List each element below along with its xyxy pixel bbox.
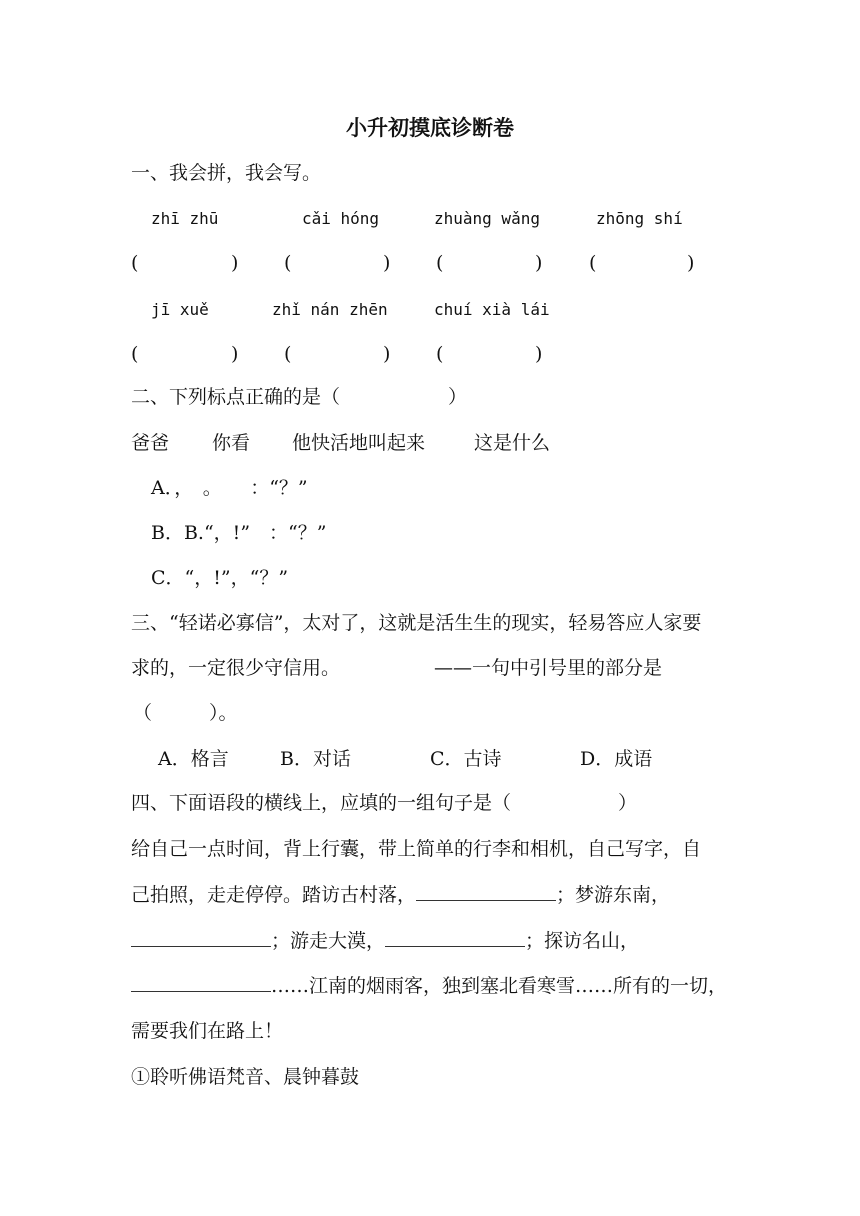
section3-answer-bracket: （ ）。 xyxy=(133,702,238,724)
answer-bracket-close: ) xyxy=(231,343,239,365)
passage-line xyxy=(131,973,727,999)
option-a: A．， 。 ：“？” xyxy=(151,477,308,499)
passage-line xyxy=(131,928,639,954)
passage-text: ……江南的烟雨客，独到塞北看寒雪……所有的一切， xyxy=(271,975,728,997)
option-b: B．对话 xyxy=(280,748,351,770)
answer-bracket-open: ( xyxy=(589,252,597,274)
answer-bracket-open: ( xyxy=(131,252,139,274)
answer-bracket-close: ) xyxy=(535,343,543,365)
sentence-fragment: 你看 xyxy=(212,432,251,454)
page-title: 小升初摸底诊断卷 xyxy=(346,115,514,140)
pinyin-item: cǎi hóng xyxy=(302,209,380,228)
section3-question-line2: 求的，一定很少守信用。 xyxy=(131,657,341,679)
sentence-fragment: 这是什么 xyxy=(474,432,551,454)
section1-heading: 一、我会拼，我会写。 xyxy=(131,162,322,184)
answer-bracket-close: ) xyxy=(231,252,239,274)
option-c: C．“，!”，“？” xyxy=(151,567,289,589)
fill-blank[interactable] xyxy=(131,930,271,947)
answer-bracket-open: ( xyxy=(131,343,139,365)
answer-bracket-open: ( xyxy=(436,252,444,274)
pinyin-item: zhōng shí xyxy=(596,209,683,228)
option-c: C．古诗 xyxy=(430,748,502,770)
fill-blank[interactable] xyxy=(131,975,271,992)
pinyin-item: jī xuě xyxy=(151,300,209,319)
section3-question-line1: 三、“轻诺必寡信”，太对了，这就是活生生的现实，轻易答应人家要 xyxy=(131,612,702,634)
sentence-fragment: 爸爸 xyxy=(131,432,170,454)
answer-bracket-close: ) xyxy=(535,252,543,274)
pinyin-item: chuí xià lái xyxy=(434,300,550,319)
section2-heading-close: ） xyxy=(448,386,468,408)
pinyin-item: zhuàng wǎng xyxy=(434,209,540,228)
passage-line xyxy=(131,882,670,908)
section3-question-line2-end: ——一句中引号里的部分是 xyxy=(434,657,663,679)
answer-bracket-open: ( xyxy=(284,252,292,274)
answer-item: ①聆听佛语梵音、晨钟暮鼓 xyxy=(131,1066,360,1088)
passage-text: 己拍照，走走停停。踏访古村落， xyxy=(131,884,417,906)
option-d: D．成语 xyxy=(580,748,653,770)
passage-text: ；探访名山， xyxy=(525,930,640,952)
answer-bracket-close: ) xyxy=(383,343,391,365)
answer-bracket-open: ( xyxy=(436,343,444,365)
option-b: B．B.“，!” ：“？” xyxy=(151,522,327,544)
answer-bracket-close: ) xyxy=(383,252,391,274)
pinyin-item: zhī zhū xyxy=(151,209,219,228)
pinyin-item: zhǐ nán zhēn xyxy=(272,300,388,319)
fill-blank[interactable] xyxy=(416,884,556,901)
section4-heading: 四、下面语段的横线上，应填的一组句子是（ xyxy=(131,792,512,814)
sentence-fragment: 他快活地叫起来 xyxy=(292,432,426,454)
passage-line: 需要我们在路上！ xyxy=(131,1020,284,1042)
passage-text: ；游走大漠， xyxy=(271,930,386,952)
option-a: A．格言 xyxy=(158,748,229,770)
section4-heading-close: ） xyxy=(618,792,638,814)
passage-text: ；梦游东南， xyxy=(556,884,671,906)
fill-blank[interactable] xyxy=(385,930,525,947)
passage-line: 给自己一点时间，背上行囊，带上简单的行李和相机，自己写字，自 xyxy=(131,838,702,860)
answer-bracket-close: ) xyxy=(687,252,695,274)
section2-heading: 二、下列标点正确的是（ xyxy=(131,386,341,408)
answer-bracket-open: ( xyxy=(284,343,292,365)
